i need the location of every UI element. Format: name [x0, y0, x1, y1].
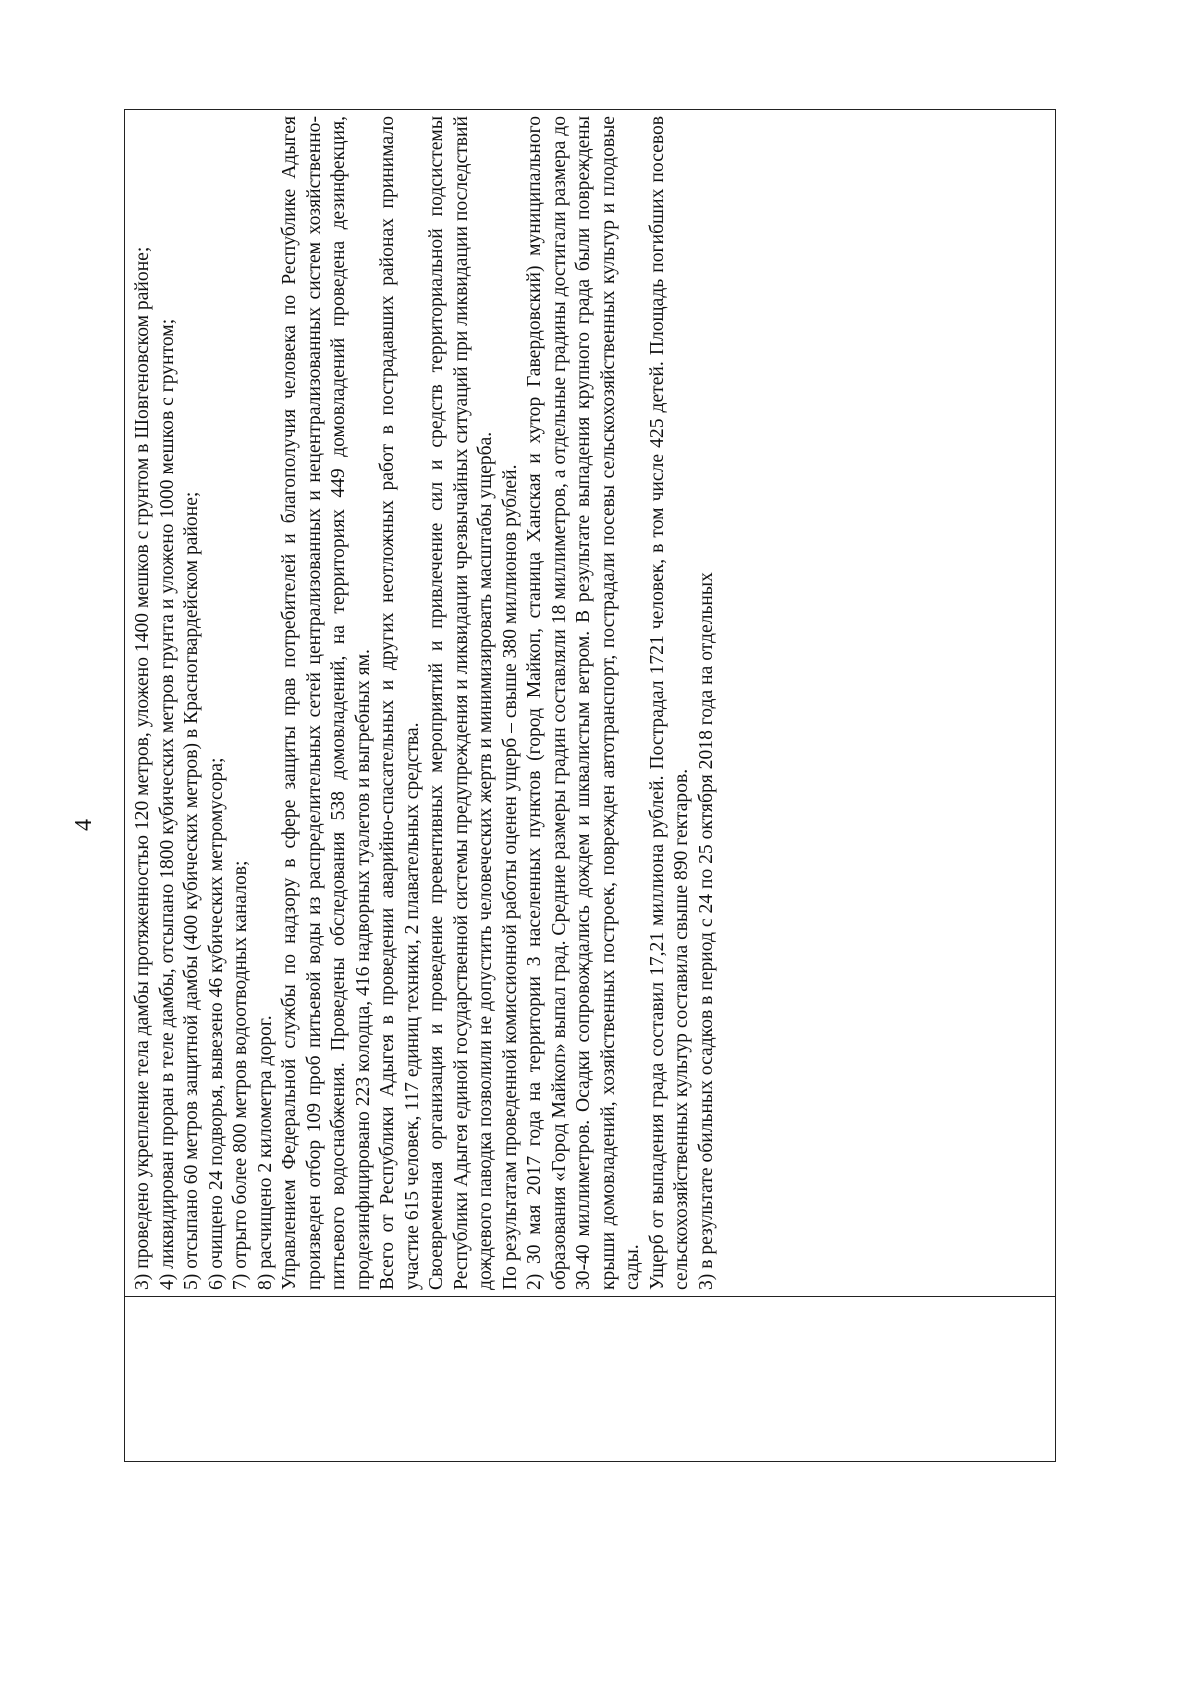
- paragraph: 2) 30 мая 2017 года на территории 3 населенных пунктов (город Майкоп, станица Ханская и хутор Гавердовский) муниципального образования «Город Майкоп» выпал град. Средние размеры градин составляли 18 миллиметров, а отдельные градины достигали размера до 30-40 миллиметров. Осадки сопровождались дождем и шквалистым ветром. В результате выпадения крупного града были повреждены крыши домовладений, хозяйственных построек, поврежден автотранспорт, пострадали посевы сельскохозяйственных культур и плодовые сады.: [524, 116, 643, 1290]
- paragraph: 3) в результате обильных осадков в период с 24 по 25 октября 2018 года на отдельных: [695, 572, 717, 1290]
- paragraph: 4) ликвидирован проран в теле дамбы, отсыпано 1800 кубических метров грунта и уложено 1000 мешков с грунтом;: [156, 318, 178, 1290]
- document-table: [124, 109, 1056, 1462]
- paragraph: 3) проведено укрепление тела дамбы протяженностью 120 метров, уложено 1400 мешков с грунтом в Шовгеновском районе;: [132, 246, 153, 1290]
- text-block: [125, 110, 719, 1296]
- paragraph: Ущерб от выпадения града составил 17,21 миллиона рублей. Пострадал 1721 человек, в том числе 425 детей. Площадь погибших посевов сельскохозяйственных культур составила свыше 890 гектаров.: [646, 116, 692, 1290]
- table-row: [125, 110, 1056, 1462]
- paragraph: 6) очищено 24 подворья, вывезено 46 кубических метромусора;: [205, 757, 227, 1290]
- paragraph: 8) расчищено 2 километра дорог.: [254, 1015, 276, 1290]
- paragraph: Всего от Республики Адыгея в проведении аварийно-спасательных и других неотложных работ в пострадавших районах принимало участие 615 человек, 117 единиц техники, 2 плавательных средства.: [377, 116, 423, 1290]
- paragraph: 5) отсыпано 60 метров защитной дамбы (400 кубических метров) в Красногвардейском районе;: [181, 491, 202, 1290]
- paragraph: Управлением Федеральной службы по надзору в сфере защиты прав потребителей и благополучия человека по Республике Адыгея произведен отбор 109 проб питьевой воды из распределительных сетей централизованных и нецентрализованных систем хозяйственно-питьевого водоснабжения. Проведены обследования 538 домовладений, на территориях 449 домовладений проведена дезинфекция, продезинфицировано 223 колодца, 416 надворных туалетов и выгребных ям.: [279, 116, 374, 1290]
- paragraph: 7) отрыто более 800 метров водоотводных каналов;: [230, 860, 251, 1290]
- page-number: 4: [71, 819, 97, 831]
- text-cell: [125, 110, 1056, 1297]
- paragraph: По результатам проведенной комиссионной работы оценен ущерб – свыше 380 миллионов рублей.: [499, 464, 521, 1290]
- paragraph: Своевременная организация и проведение превентивных мероприятий и привлечение сил и средств территориальной подсистемы Республики Адыгея единой государственной системы предупреждения и ликвидации чрезвычайных ситуаций при ликвидации последствий дождевого паводка позволили не допустить человеческих жертв и минимизировать масштабы ущерба.: [426, 116, 496, 1290]
- rotated-page-content: [124, 112, 1056, 1462]
- empty-left-cell: [125, 1297, 1056, 1462]
